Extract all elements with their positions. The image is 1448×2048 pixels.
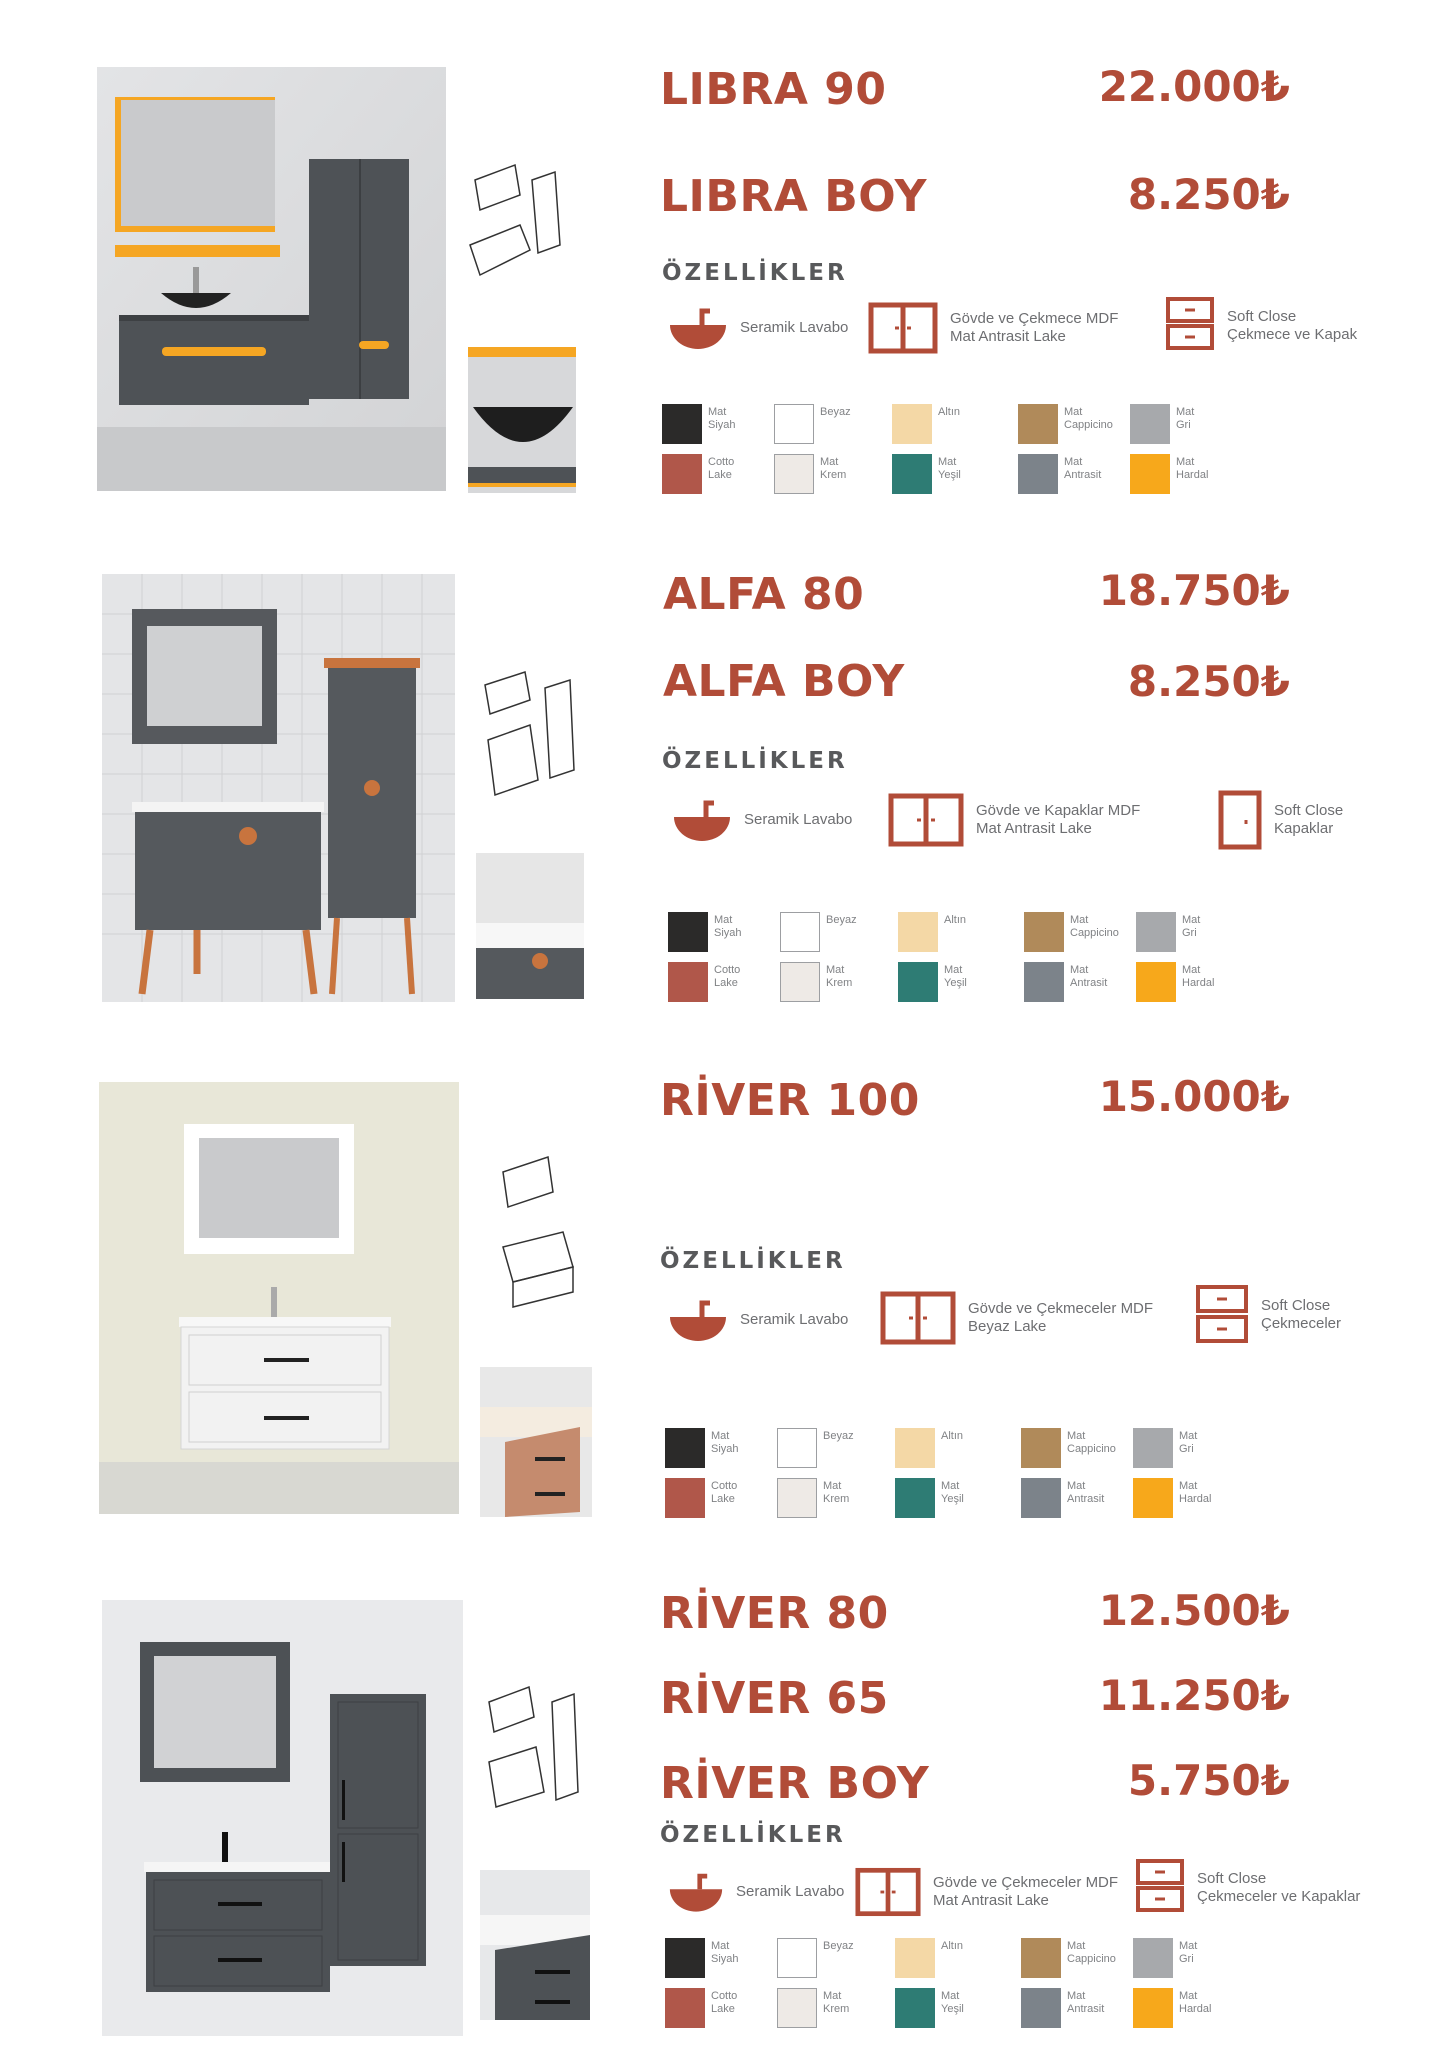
color-swatch	[777, 1988, 817, 2028]
feature-cabinet: Gövde ve Çekmeceler MDF Mat Antrasit Lake	[855, 1862, 1118, 1922]
feature-sink: Seramik Lavabo	[668, 1862, 844, 1922]
swatch-label: Cotto Lake	[714, 964, 741, 989]
swatch-label: Mat Antrasit	[1070, 964, 1108, 989]
swatch-label: Cotto Lake	[708, 456, 735, 481]
product-photo	[102, 1600, 463, 2036]
color-swatch	[1133, 1938, 1173, 1978]
swatch-label: Mat Krem	[826, 964, 853, 989]
color-swatch	[895, 1938, 935, 1978]
color-swatches	[665, 1938, 1225, 2034]
product-name: RİVER 80	[660, 1588, 889, 1639]
swatch-label: Mat Hardal	[1179, 1990, 1212, 2015]
detail-photo	[480, 1870, 590, 2020]
swatch-label: Mat Cappicino	[1064, 406, 1113, 431]
swatch-label: Mat Gri	[1179, 1940, 1198, 1965]
swatch-label: Mat Cappicino	[1067, 1940, 1116, 1965]
product-price: 15.000₺	[1098, 1072, 1290, 1121]
swatch-label: Mat Antrasit	[1067, 1480, 1105, 1505]
product-price: 8.250₺	[1127, 170, 1290, 219]
sink-icon	[668, 1868, 724, 1916]
swatch-label: Mat Hardal	[1182, 964, 1215, 989]
feature-cabinet: Gövde ve Kapaklar MDF Mat Antrasit Lake	[888, 790, 1140, 850]
features-heading: ÖZELLİKLER	[662, 748, 848, 774]
swatch-label: Mat Siyah	[714, 914, 742, 939]
swatch-label: Altın	[941, 1430, 964, 1442]
color-swatch	[1133, 1988, 1173, 2028]
features-heading: ÖZELLİKLER	[662, 260, 848, 286]
swatch-label: Mat Siyah	[708, 406, 736, 431]
feature-soft-close: Soft Close Çekmeceler ve Kapaklar	[1135, 1858, 1360, 1918]
color-swatch	[665, 1988, 705, 2028]
product-name: RİVER 65	[660, 1673, 889, 1724]
swatch-label: Mat Hardal	[1176, 456, 1209, 481]
feature-sink: Seramik Lavabo	[668, 298, 848, 358]
product-name: LIBRA BOY	[660, 171, 927, 222]
swatch-label: Mat Krem	[820, 456, 847, 481]
swatch-label: Mat Cappicino	[1067, 1430, 1116, 1455]
features-heading: ÖZELLİKLER	[660, 1248, 846, 1274]
color-swatch	[1021, 1988, 1061, 2028]
swatch-label: Beyaz	[826, 914, 857, 926]
product-price: 8.250₺	[1127, 657, 1290, 706]
feature-sink: Seramik Lavabo	[672, 790, 852, 850]
feature-soft-close: Soft Close Çekmece ve Kapak	[1165, 296, 1357, 356]
drawer-icon	[1135, 1858, 1185, 1918]
product-name: RİVER BOY	[660, 1758, 930, 1809]
swatch-label: Cotto Lake	[711, 1990, 738, 2015]
swatch-label: Mat Gri	[1179, 1430, 1198, 1455]
swatch-label: Beyaz	[820, 406, 851, 418]
swatch-label: Beyaz	[823, 1430, 854, 1442]
product-name: ALFA 80	[663, 569, 865, 620]
feature-soft-close: Soft Close Çekmeceler	[1195, 1285, 1341, 1345]
feature-cabinet: Gövde ve Çekmece MDF Mat Antrasit Lake	[868, 298, 1118, 358]
product-price: 22.000₺	[1098, 62, 1290, 111]
swatch-label: Mat Yeşil	[941, 1480, 964, 1505]
swatch-label: Mat Hardal	[1179, 1480, 1212, 1505]
product-price: 5.750₺	[1127, 1756, 1290, 1805]
features-heading: ÖZELLİKLER	[660, 1822, 846, 1848]
swatch-label: Mat Yeşil	[938, 456, 961, 481]
swatch-label: Mat Krem	[823, 1990, 850, 2015]
feature-sink: Seramik Lavabo	[668, 1290, 848, 1350]
color-swatch	[777, 1938, 817, 1978]
swatch-label: Mat Siyah	[711, 1430, 739, 1455]
color-swatch	[1021, 1938, 1061, 1978]
swatch-label: Mat Siyah	[711, 1940, 739, 1965]
feature-cabinet: Gövde ve Çekmeceler MDF Beyaz Lake	[880, 1288, 1153, 1348]
feature-soft-close: Soft Close Kapaklar	[1218, 790, 1343, 850]
swatch-label: Altın	[938, 406, 961, 418]
color-swatch	[665, 1938, 705, 1978]
swatch-label: Mat Krem	[823, 1480, 850, 1505]
product-price: 11.250₺	[1098, 1671, 1290, 1720]
swatch-label: Mat Yeşil	[941, 1990, 964, 2015]
swatch-label: Altın	[941, 1940, 964, 1952]
swatch-label: Mat Cappicino	[1070, 914, 1119, 939]
technical-drawing	[474, 1672, 594, 1832]
product-price: 12.500₺	[1098, 1586, 1290, 1635]
swatch-label: Mat Yeşil	[944, 964, 967, 989]
swatch-label: Beyaz	[823, 1940, 854, 1952]
color-swatch	[895, 1988, 935, 2028]
swatch-label: Altın	[944, 914, 967, 926]
swatch-label: Mat Antrasit	[1064, 456, 1102, 481]
swatch-label: Cotto Lake	[711, 1480, 738, 1505]
product-name: LIBRA 90	[660, 64, 887, 115]
product-name: ALFA BOY	[663, 656, 905, 707]
swatch-label: Mat Gri	[1182, 914, 1201, 939]
swatch-label: Mat Gri	[1176, 406, 1195, 431]
cabinet-icon	[855, 1867, 921, 1917]
product-name: RİVER 100	[660, 1075, 920, 1126]
swatch-label: Mat Antrasit	[1067, 1990, 1105, 2015]
product-price: 18.750₺	[1098, 566, 1290, 615]
